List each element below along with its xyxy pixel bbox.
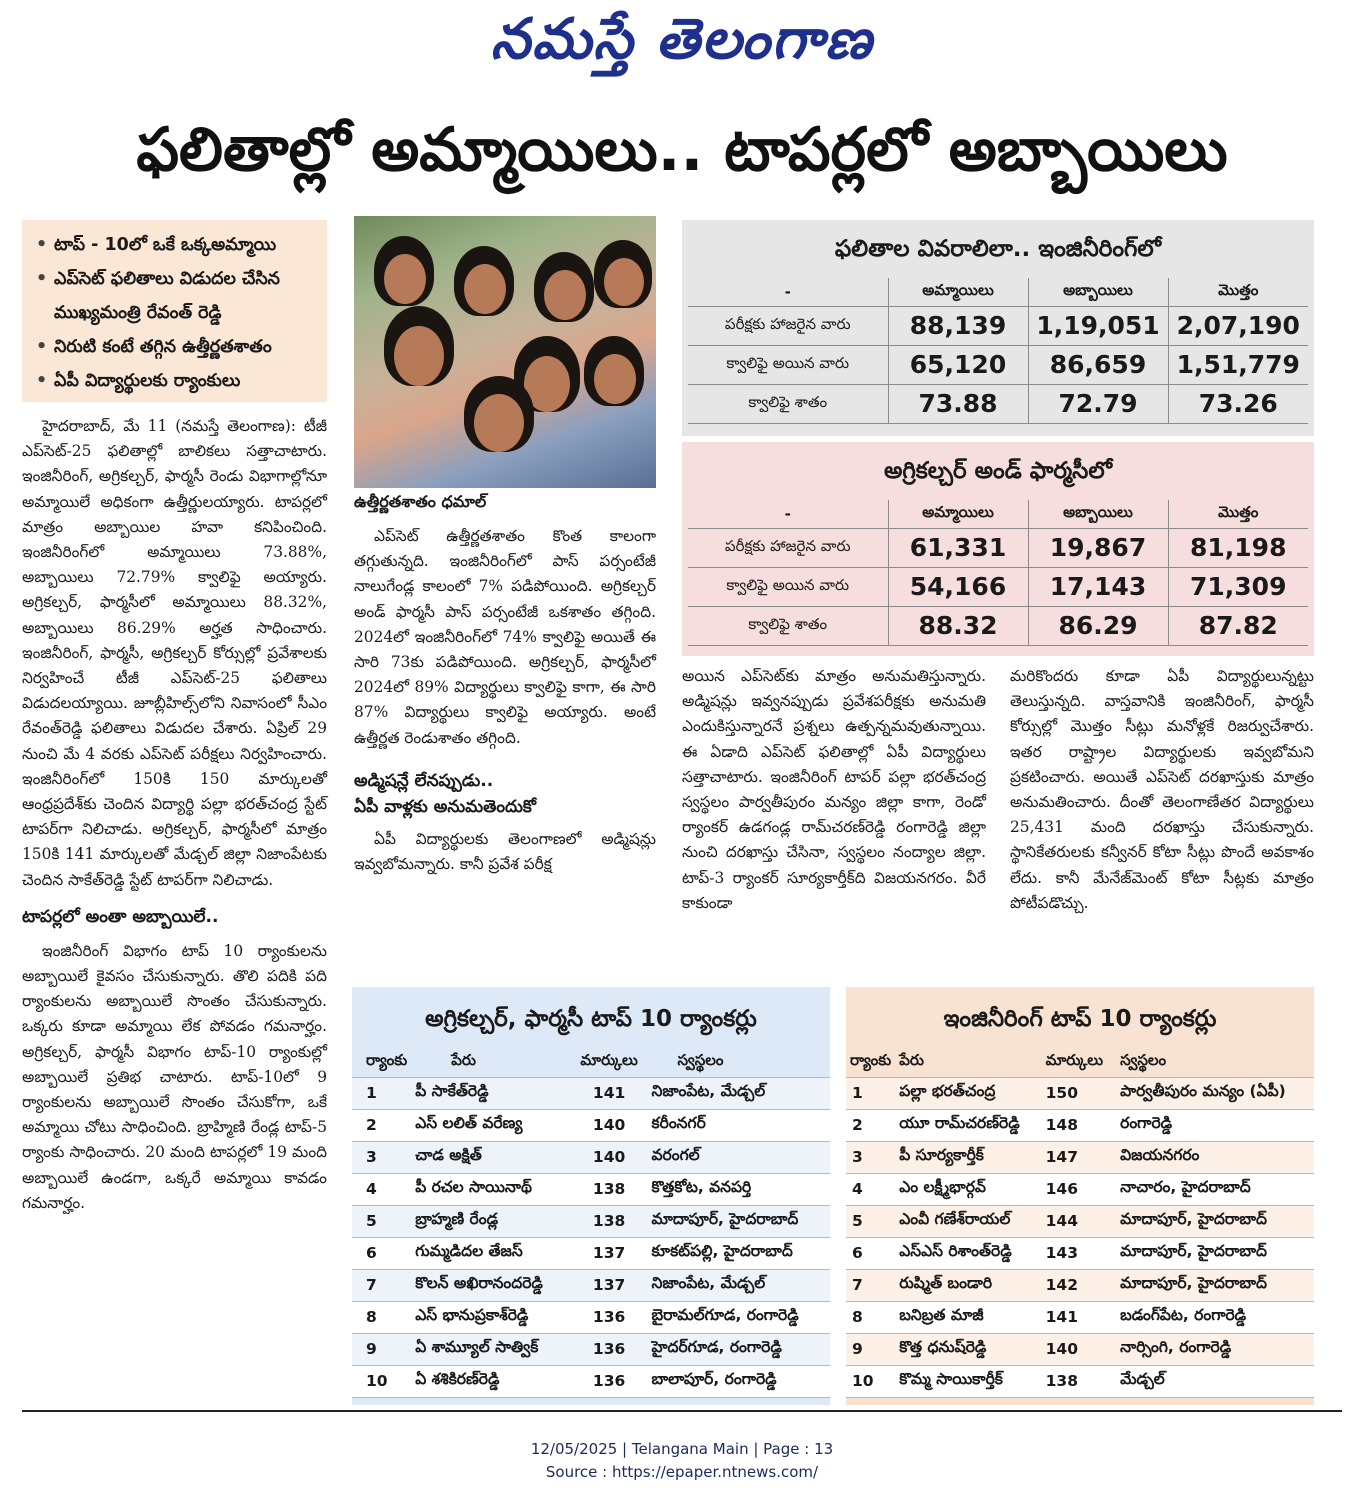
article-column-2 bbox=[354, 524, 656, 877]
bullet-icon: • bbox=[36, 235, 48, 255]
article-column-4 bbox=[1010, 664, 1314, 916]
agri-pharmacy-results-panel bbox=[682, 442, 1314, 656]
footer-source-link[interactable]: Source : https://epaper.ntnews.com/ bbox=[545, 1463, 819, 1481]
table-row: 7 కొలన్ అఖిరానందరెడ్డి 137 నిజాంపేట, మేడ్చల్ bbox=[352, 1269, 830, 1301]
table-row: 2 ఎస్ లలిత్ వరేణ్య 140 కరీంనగర్ bbox=[352, 1109, 830, 1141]
bullet-icon: • bbox=[36, 269, 48, 289]
highlight-item: • టాప్ - 10లో ఒకే ఒక్కఅమ్మాయి bbox=[32, 228, 319, 262]
subheading-ap-students: ఏపీ వాళ్లకు అనుమతెందుకో bbox=[354, 796, 536, 817]
page-bottom-rule bbox=[22, 1410, 1342, 1412]
agri-pharmacy-top10-table bbox=[352, 1047, 830, 1398]
table-header-row: ర్యాంకు పేరు మార్కులు స్వస్థలం bbox=[846, 1047, 1314, 1077]
table-row: 7 రుష్మిత్ బండారి 142 మాదాపూర్, హైదరాబాద్ bbox=[846, 1269, 1314, 1301]
table-row: పరీక్షకు హాజరైన వారు 61,331 19,867 81,198 bbox=[688, 528, 1308, 567]
engineering-top10-panel bbox=[846, 987, 1314, 1405]
students-celebration-photo bbox=[354, 216, 656, 488]
table-row: 4 పీ రచల సాయినాథ్ 138 కొత్తకోట, వనపర్తి bbox=[352, 1173, 830, 1205]
photo-caption: ఉత్తీర్ణతశాతం ధమాల్ bbox=[354, 492, 487, 511]
table-row: క్వాలిఫై అయిన వారు 65,120 86,659 1,51,779 bbox=[688, 345, 1308, 384]
table-row: 2 యూ రామ్‌చరణ్‌రెడ్డి 148 రంగారెడ్డి bbox=[846, 1109, 1314, 1141]
engineering-results-table bbox=[688, 278, 1308, 424]
page-headline: ఫలితాల్లో అమ్మాయిలు.. టాపర్లలో అబ్బాయిలు bbox=[136, 115, 1228, 185]
table-row: 9 ఏ శామ్యూల్ సాత్విక్ 136 హైదర్‌గూడ, రంగారెడ్డి bbox=[352, 1333, 830, 1365]
article-column-1 bbox=[22, 414, 327, 1216]
highlights-box bbox=[22, 220, 327, 402]
panel-title: అగ్రికల్చర్ అండ్ ఫార్మసీలో bbox=[883, 458, 1112, 484]
highlight-item: • ఎప్‌సెట్ ఫలితాలు విడుదల చేసిన bbox=[32, 262, 319, 296]
bullet-icon: • bbox=[36, 337, 48, 357]
newspaper-masthead: నమస్తే తెలంగాణ bbox=[490, 6, 874, 72]
subheading-admissions: అడ్మిషన్లే లేనప్పుడు.. bbox=[354, 770, 494, 791]
engineering-top10-table bbox=[846, 1047, 1314, 1398]
table-row: 3 చాడ అక్షిత్ 140 వరంగల్ bbox=[352, 1141, 830, 1173]
table-row: క్వాలిఫై శాతం 88.32 86.29 87.82 bbox=[688, 606, 1308, 645]
table-row: 6 ఎస్ఎస్ రిశాంత్‌రెడ్డి 143 మాదాపూర్, హైదరాబాద్ bbox=[846, 1237, 1314, 1269]
article-column-3 bbox=[682, 664, 986, 916]
table-row: 10 కొమ్మ సాయికార్తీక్ 138 మేడ్చల్ bbox=[846, 1365, 1314, 1397]
highlight-item: • ఏపీ విద్యార్థులకు ర్యాంకులు bbox=[32, 364, 319, 398]
article-paragraph: ఎప్‌సెట్ ఉత్తీర్ణతశాతం కొంత కాలంగా తగ్గుతున్నది. ఇంజినీరింగ్‌లో పాస్ పర్సంటేజీ నాలుగేండ్ల కాలంలో 7% పడిపోయింది. అగ్రికల్చర్ అండ్ ఫార్మసీ పాస్ పర్సంటేజీ ఒకశాతం తగ్గింది. 2024లో ఇంజినీరింగ్‌లో 74% క్వాలిఫై అయితే ఈ సారి 73కు పడిపోయింది. అగ్రికల్చర్, ఫార్మసీలో 2024లో 89% విద్యార్థులు క్వాలిఫై కాగా, ఈ సారి 87% విద్యార్థులు క్వాలిఫై అయ్యారు. అంటే ఉత్తీర్ణత రెండుశాతం తగ్గింది. bbox=[354, 527, 656, 747]
table-row: 8 బనిబ్రత మాజీ 141 బడంగ్‌పేట, రంగారెడ్డి bbox=[846, 1301, 1314, 1333]
panel-title: ఇంజినీరింగ్ టాప్ 10 ర్యాంకర్లు bbox=[943, 1006, 1217, 1032]
article-lead: హైదరాబాద్, మే 11 (నమస్తే తెలంగాణ): టీజీ ఎప్‌సెట్-25 ఫలితాల్లో బాలికలు సత్తాచాటారు. ఇంజినీరింగ్, అగ్రికల్చర్, ఫార్మసీ రెండు విభాగాల్లోనూ అమ్మాయిలే అధికంగా ఉత్తీర్ణులయ్యారు. టాపర్లలో మాత్రం అబ్బాయిల హవా కనిపించింది. ఇంజినీరింగ్‌లో అమ్మాయిలు 73.88%, అబ్బాయిలు 72.79% క్వాలిఫై అయ్యారు. అగ్రికల్చర్, ఫార్మసీలో అమ్మాయిలు 88.32%, అబ్బాయిలు 86.29% అర్హత సాధించారు. ఇంజినీరింగ్, ఫార్మసీ, అగ్రికల్చర్ కోర్సుల్లో ప్రవేశాలకు నిర్వహించే టీజీ ఎప్‌సెట్-25 ఫలితాలు విడుదలయ్యాయి. జూబ్లీహిల్స్‌లోని నివాసంలో సీఎం రేవంత్‌రెడ్డి ఫలితాలు విడుదల చేశారు. ఏప్రిల్ 29 నుంచి మే 4 వరకు ఎప్‌సెట్ పరీక్షలు నిర్వహించారు. ఇంజినీరింగ్‌లో 150కి 150 మార్కులతో ఆంధ్రప్రదేశ్‌కు చెందిన విద్యార్థి పల్లా భరత్‌చంద్ర స్టేట్ టాపర్‌గా నిలిచాడు. అగ్రికల్చర్, ఫార్మసీలో మాత్రం 150కి 141 మార్కులతో మేడ్చల్ జిల్లా నిజాంపేటకు చెందిన సాకేత్‌రెడ్డి స్టేట్ టాపర్‌గా నిలిచాడు. bbox=[22, 417, 327, 889]
article-paragraph: అయిన ఎప్‌సెట్‌కు మాత్రం అనుమతిస్తున్నారు. అడ్మిషన్లు ఇవ్వనప్పుడు ప్రవేశపరీక్షకు అనుమతి ఎందుకిస్తున్నారనే ప్రశ్నలు ఉత్పన్నమవుతున్నాయి. ఈ ఏడాది ఎప్‌సెట్ ఫలితాల్లో ఏపీ విద్యార్థులు సత్తాచాటారు. ఇంజినీరింగ్ టాపర్ పల్లా భరత్‌చంద్ర స్వస్థలం పార్వతీపురం మన్యం జిల్లా కాగా, రెండో ర్యాంకర్ ఉడగండ్ల రామ్‌చరణ్‌రెడ్డి రంగారెడ్డి జిల్లా నుంచి దరఖాస్తు చేసినా, స్వస్థలం నంద్యాల జిల్లా. టాప్-3 ర్యాంకర్ సూర్యకార్తీక్‌ది విజయనగరం. వీరే కాకుండా bbox=[682, 667, 986, 912]
table-row: 9 కొత్త ధనుష్‌రెడ్డి 140 నార్సింగి, రంగారెడ్డి bbox=[846, 1333, 1314, 1365]
article-paragraph: మరికొందరు కూడా ఏపీ విద్యార్థులున్నట్టు తెలుస్తున్నది. వాస్తవానికి ఇంజినీరింగ్, ఫార్మసీ కోర్సుల్లో మొత్తం సీట్లు మనోళ్లకే రిజర్వుచేశారు. ఇతర రాష్ట్రాల విద్యార్థులకు ఇవ్వబోమని ప్రకటించారు. అయితే ఎప్‌సెట్ దరఖాస్తుకు మాత్రం అనుమతించారు. దీంతో తెలంగాణేతర విద్యార్థులు 25,431 మంది దరఖాస్తు చేసుకున్నారు. స్థానికేతరులకు కన్వీనర్ కోటా సీట్లు పొందే అవకాశం లేదు. కానీ మేనేజ్‌మెంట్ కోటా సీట్లకు మాత్రం పోటీపడొచ్చు. bbox=[1010, 667, 1314, 912]
table-row: క్వాలిఫై శాతం 73.88 72.79 73.26 bbox=[688, 384, 1308, 423]
table-row: క్వాలిఫై అయిన వారు 54,166 17,143 71,309 bbox=[688, 567, 1308, 606]
table-row: 6 గుమ్మడిదల తేజస్ 137 కూకట్‌పల్లి, హైదరాబాద్ bbox=[352, 1237, 830, 1269]
article-paragraph: ఏపీ విద్యార్థులకు తెలంగాణలో అడ్మిషన్లు ఇవ్వబోమన్నారు. కానీ ప్రవేశ పరీక్ష bbox=[354, 829, 656, 874]
table-row: 1 పీ సాకేత్‌రెడ్డి 141 నిజాంపేట, మేడ్చల్ bbox=[352, 1077, 830, 1109]
article-paragraph: ఇంజినీరింగ్ విభాగం టాప్ 10 ర్యాంకులను అబ్బాయిలే కైవసం చేసుకున్నారు. తొలి పదికి పది ర్యాంకులను అబ్బాయిలే సొంతం చేసుకున్నారు. ఒక్కరు కూడా అమ్మాయి లేక పోవడం గమనార్హం. అగ్రికల్చర్, ఫార్మసీ విభాగం టాప్-10 ర్యాంకుల్లో అబ్బాయిలే ప్రతిభ చాటారు. టాప్-10లో 9 ర్యాంకులను అబ్బాయిలే సొంతం చేసుకోగా, ఒకే అమ్మాయి చోటు సాధించింది. బ్రాహ్మిణి రేండ్ల టాప్-5 ర్యాంకు సాధించారు. 20 మంది టాపర్లలో 19 మంది అబ్బాయిలే ఉండగా, ఒక్కరే అమ్మాయి కావడం గమనార్హం. bbox=[22, 941, 327, 1212]
table-row: 5 బ్రాహ్మణి రేండ్ల 138 మాదాపూర్, హైదరాబాద్ bbox=[352, 1205, 830, 1237]
table-row: 1 పల్లా భరత్‌చంద్ర 150 పార్వతీపురం మన్యం (ఏపీ) bbox=[846, 1077, 1314, 1109]
bullet-icon: • bbox=[36, 371, 48, 391]
table-header-row: - అమ్మాయిలు అబ్బాయిలు మొత్తం bbox=[688, 500, 1308, 528]
highlight-item-continued: ముఖ్యమంత్రి రేవంత్ రెడ్డి bbox=[54, 303, 222, 323]
table-row: పరీక్షకు హాజరైన వారు 88,139 1,19,051 2,07,190 bbox=[688, 306, 1308, 345]
subheading-toppers: టాపర్లలో అంతా అబ్బాయిలే.. bbox=[22, 906, 219, 927]
highlight-item: • నిరుటి కంటే తగ్గిన ఉత్తీర్ణతశాతం bbox=[32, 330, 319, 364]
table-header-row: - అమ్మాయిలు అబ్బాయిలు మొత్తం bbox=[688, 278, 1308, 306]
table-row: 5 ఎంవీ గణేశ్‌రాయల్ 144 మాదాపూర్, హైదరాబాద్ bbox=[846, 1205, 1314, 1237]
table-row: 4 ఎం లక్ష్మీభార్గవ్ 146 నాచారం, హైదరాబాద్ bbox=[846, 1173, 1314, 1205]
footer-date-line: 12/05/2025 | Telangana Main | Page : 13 bbox=[530, 1440, 834, 1458]
panel-title: ఫలితాల వివరాలిలా.. ఇంజినీరింగ్‌లో bbox=[834, 236, 1162, 262]
table-header-row: ర్యాంకు పేరు మార్కులు స్వస్థలం bbox=[352, 1047, 830, 1077]
table-row: 10 ఏ శశికిరణ్‌రెడ్డి 136 బాలాపూర్, రంగారెడ్డి bbox=[352, 1365, 830, 1397]
agri-pharmacy-top10-panel bbox=[352, 987, 830, 1405]
table-row: 8 ఎస్ భానుప్రకాశ్‌రెడ్డి 136 బైరామల్‌గూడ, రంగారెడ్డి bbox=[352, 1301, 830, 1333]
panel-title: అగ్రికల్చర్, ఫార్మసీ టాప్ 10 ర్యాంకర్లు bbox=[425, 1006, 757, 1032]
table-row: 3 పీ సూర్యకార్తీక్ 147 విజయనగరం bbox=[846, 1141, 1314, 1173]
agri-pharmacy-results-table bbox=[688, 500, 1308, 646]
engineering-results-panel bbox=[682, 220, 1314, 436]
